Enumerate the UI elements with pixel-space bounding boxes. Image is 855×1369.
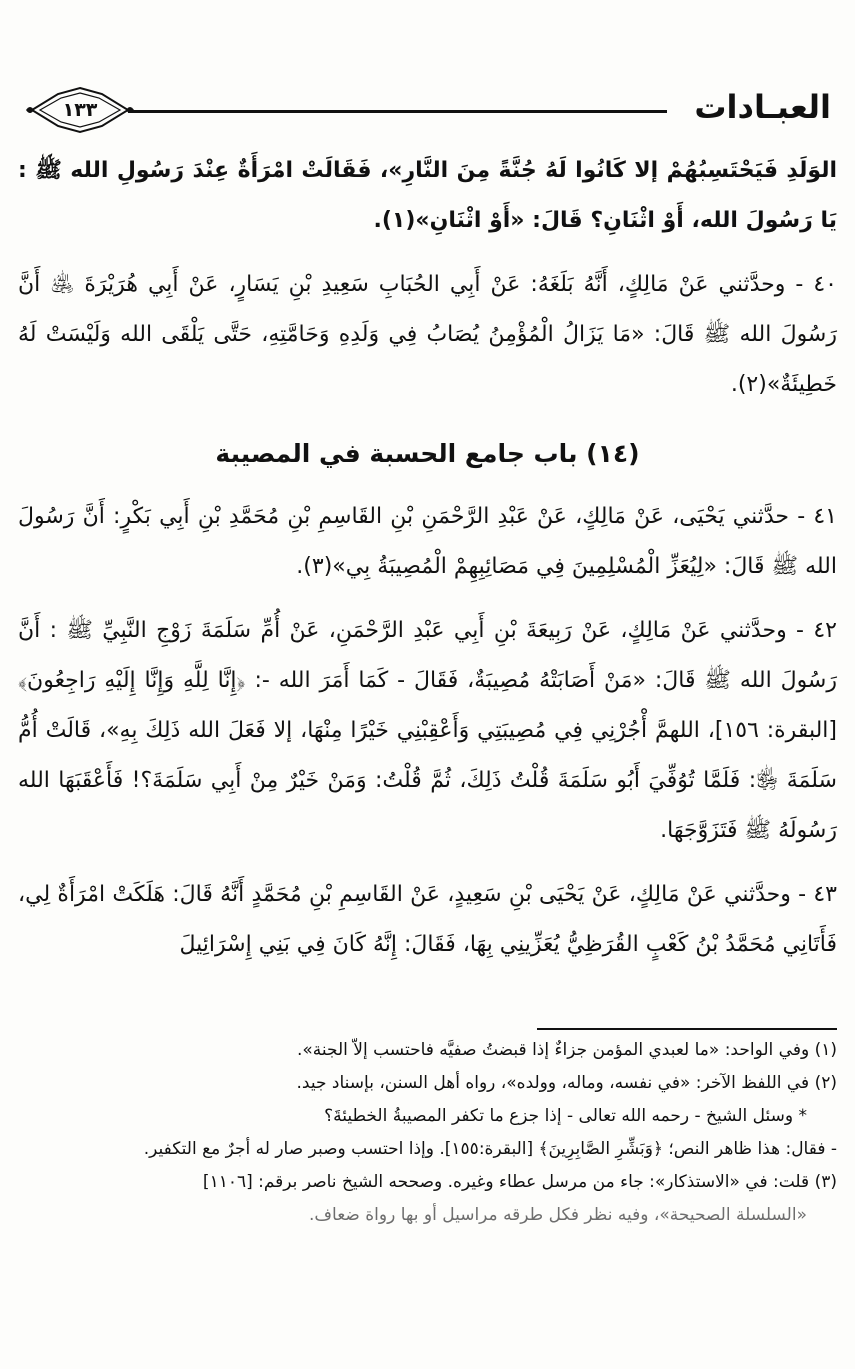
footnote-3: (٣) قلت: في «الاستذكار»: جاء من مرسل عطاء وغيره. وصححه الشيخ ناصر برقم: [١١٠٦] (202, 1172, 837, 1192)
main-text (18, 146, 837, 984)
page-number-badge (24, 86, 136, 134)
hadith-41: ٤١ - حدَّثني يَحْيَى، عَنْ مَالِكٍ، عَنْ عَبْدِ الرَّحْمَنِ بْنِ القَاسِمِ بْنِ مُحَمَّدِ بْنِ أَبِي بَكْرٍ: أَنَّ رَسُولَ الله ﷺ قَالَ: «لِيُعَزِّ الْمُسْلِمِينَ فِي مَصَائِبِهِمْ الْمُصِيبَةُ بِي»(٣). (18, 504, 837, 579)
footnote-3-continued: «السلسلة الصحيحة»، وفيه نظر فكل طرقه مراسيل أو بها رواة ضعاف. (309, 1205, 807, 1225)
paragraph-continuation: الوَلَدِ فَيَحْتَسِبُهُمْ إلا كَانُوا لَهُ جُنَّةً مِنَ النَّارِ»، فَقَالَتْ امْرَأَةٌ عِنْدَ رَسُولِ الله ﷺ : يَا رَسُولَ الله، أَوْ اثْنَانِ؟ قَالَ: «أَوْ اثْنَانِ»(١). (18, 158, 837, 233)
book-page (18, 0, 837, 1369)
footnote-answer: - فقال: هذا ظاهر النص؛ ﴿وَبَشِّرِ الصَّابِرِينَ﴾ [البقرة:١٥٥]. وإذا احتسب وصبر صار له أجرٌ مع التكفير. (143, 1139, 837, 1159)
hadith-40: ٤٠ - وحدَّثني عَنْ مَالِكٍ، أَنَّهُ بَلَغَهُ: عَنْ أَبِي الحُبَابِ سَعِيدِ بْنِ يَسَارٍ، عَنْ أَبِي هُرَيْرَةَ ﵁ أَنَّ رَسُولَ الله ﷺ قَالَ: «مَا يَزَالُ الْمُؤْمِنُ يُصَابُ فِي وَلَدِهِ وَحَامَّتِهِ، حَتَّى يَلْقَى الله وَلَيْسَتْ لَهُ خَطِيئَةٌ»(٢). (18, 272, 837, 397)
hadith-43: ٤٣ - وحدَّثني عَنْ مَالِكٍ، عَنْ يَحْيَى بْنِ سَعِيدٍ، عَنْ القَاسِمِ بْنِ مُحَمَّدٍ أَنَّهُ قَالَ: هَلَكَتْ امْرَأَةٌ لِي، فَأَتَانِي مُحَمَّدُ بْنُ كَعْبٍ القُرَظِيُّ يُعَزِّينِي بِهَا، فَقَالَ: إِنَّهُ كَانَ فِي بَنِي إِسْرَائِيلَ (18, 882, 837, 957)
page-header (18, 82, 837, 146)
section-heading: (١٤) باب جامع الحسبة في المصيبة (215, 439, 640, 468)
page-number: ١٣٣ (62, 99, 98, 121)
footnote-1: (١) وفي الواحد: «ما لعبدي المؤمن جزاءٌ إذا قبضتُ صفيَّه فاحتسب إلاّ الجنة». (296, 1040, 837, 1060)
footnotes (18, 1028, 837, 1232)
header-rule (128, 110, 667, 113)
footnote-note: * وسئل الشيخ - رحمه الله تعالى - إذا جزع ما تكفر المصيبةُ الخطيئةَ؟ (324, 1106, 807, 1126)
hadith-42: ٤٢ - وحدَّثني عَنْ مَالِكٍ، عَنْ رَبِيعَةَ بْنِ أَبِي عَبْدِ الرَّحْمَنِ، عَنْ أُمِّ سَلَمَةَ زَوْجِ النَّبِيِّ ﷺ : أَنَّ رَسُولَ الله ﷺ قَالَ: «مَنْ أَصَابَتْهُ مُصِيبَةٌ، فَقَالَ - كَمَا أَمَرَ الله -: ﴿إِنَّا لِلَّهِ وَإِنَّا إِلَيْهِ رَاجِعُونَ﴾ [البقرة: ١٥٦]، اللهمَّ أْجُرْنِي فِي مُصِيبَتِي وَأَعْقِبْنِي خَيْرًا مِنْهَا، إلا فَعَلَ الله ذَلِكَ بِهِ»، قَالَتْ أُمُّ سَلَمَةَ ﵂: فَلَمَّا تُوُفِّيَ أَبُو سَلَمَةَ قُلْتُ ذَلِكَ، ثُمَّ قُلْتُ: وَمَنْ خَيْرٌ مِنْ أَبِي سَلَمَةَ؟! فَأَعْقَبَهَا الله رَسُولَهُ ﷺ فَتَزَوَّجَهَا. (18, 618, 837, 843)
chapter-title: العبـادات (694, 88, 831, 126)
footnote-2: (٢) في اللفظ الآخر: «في نفسه، وماله، وولده»، رواه أهل السنن، بإسناد جيد. (296, 1073, 837, 1093)
